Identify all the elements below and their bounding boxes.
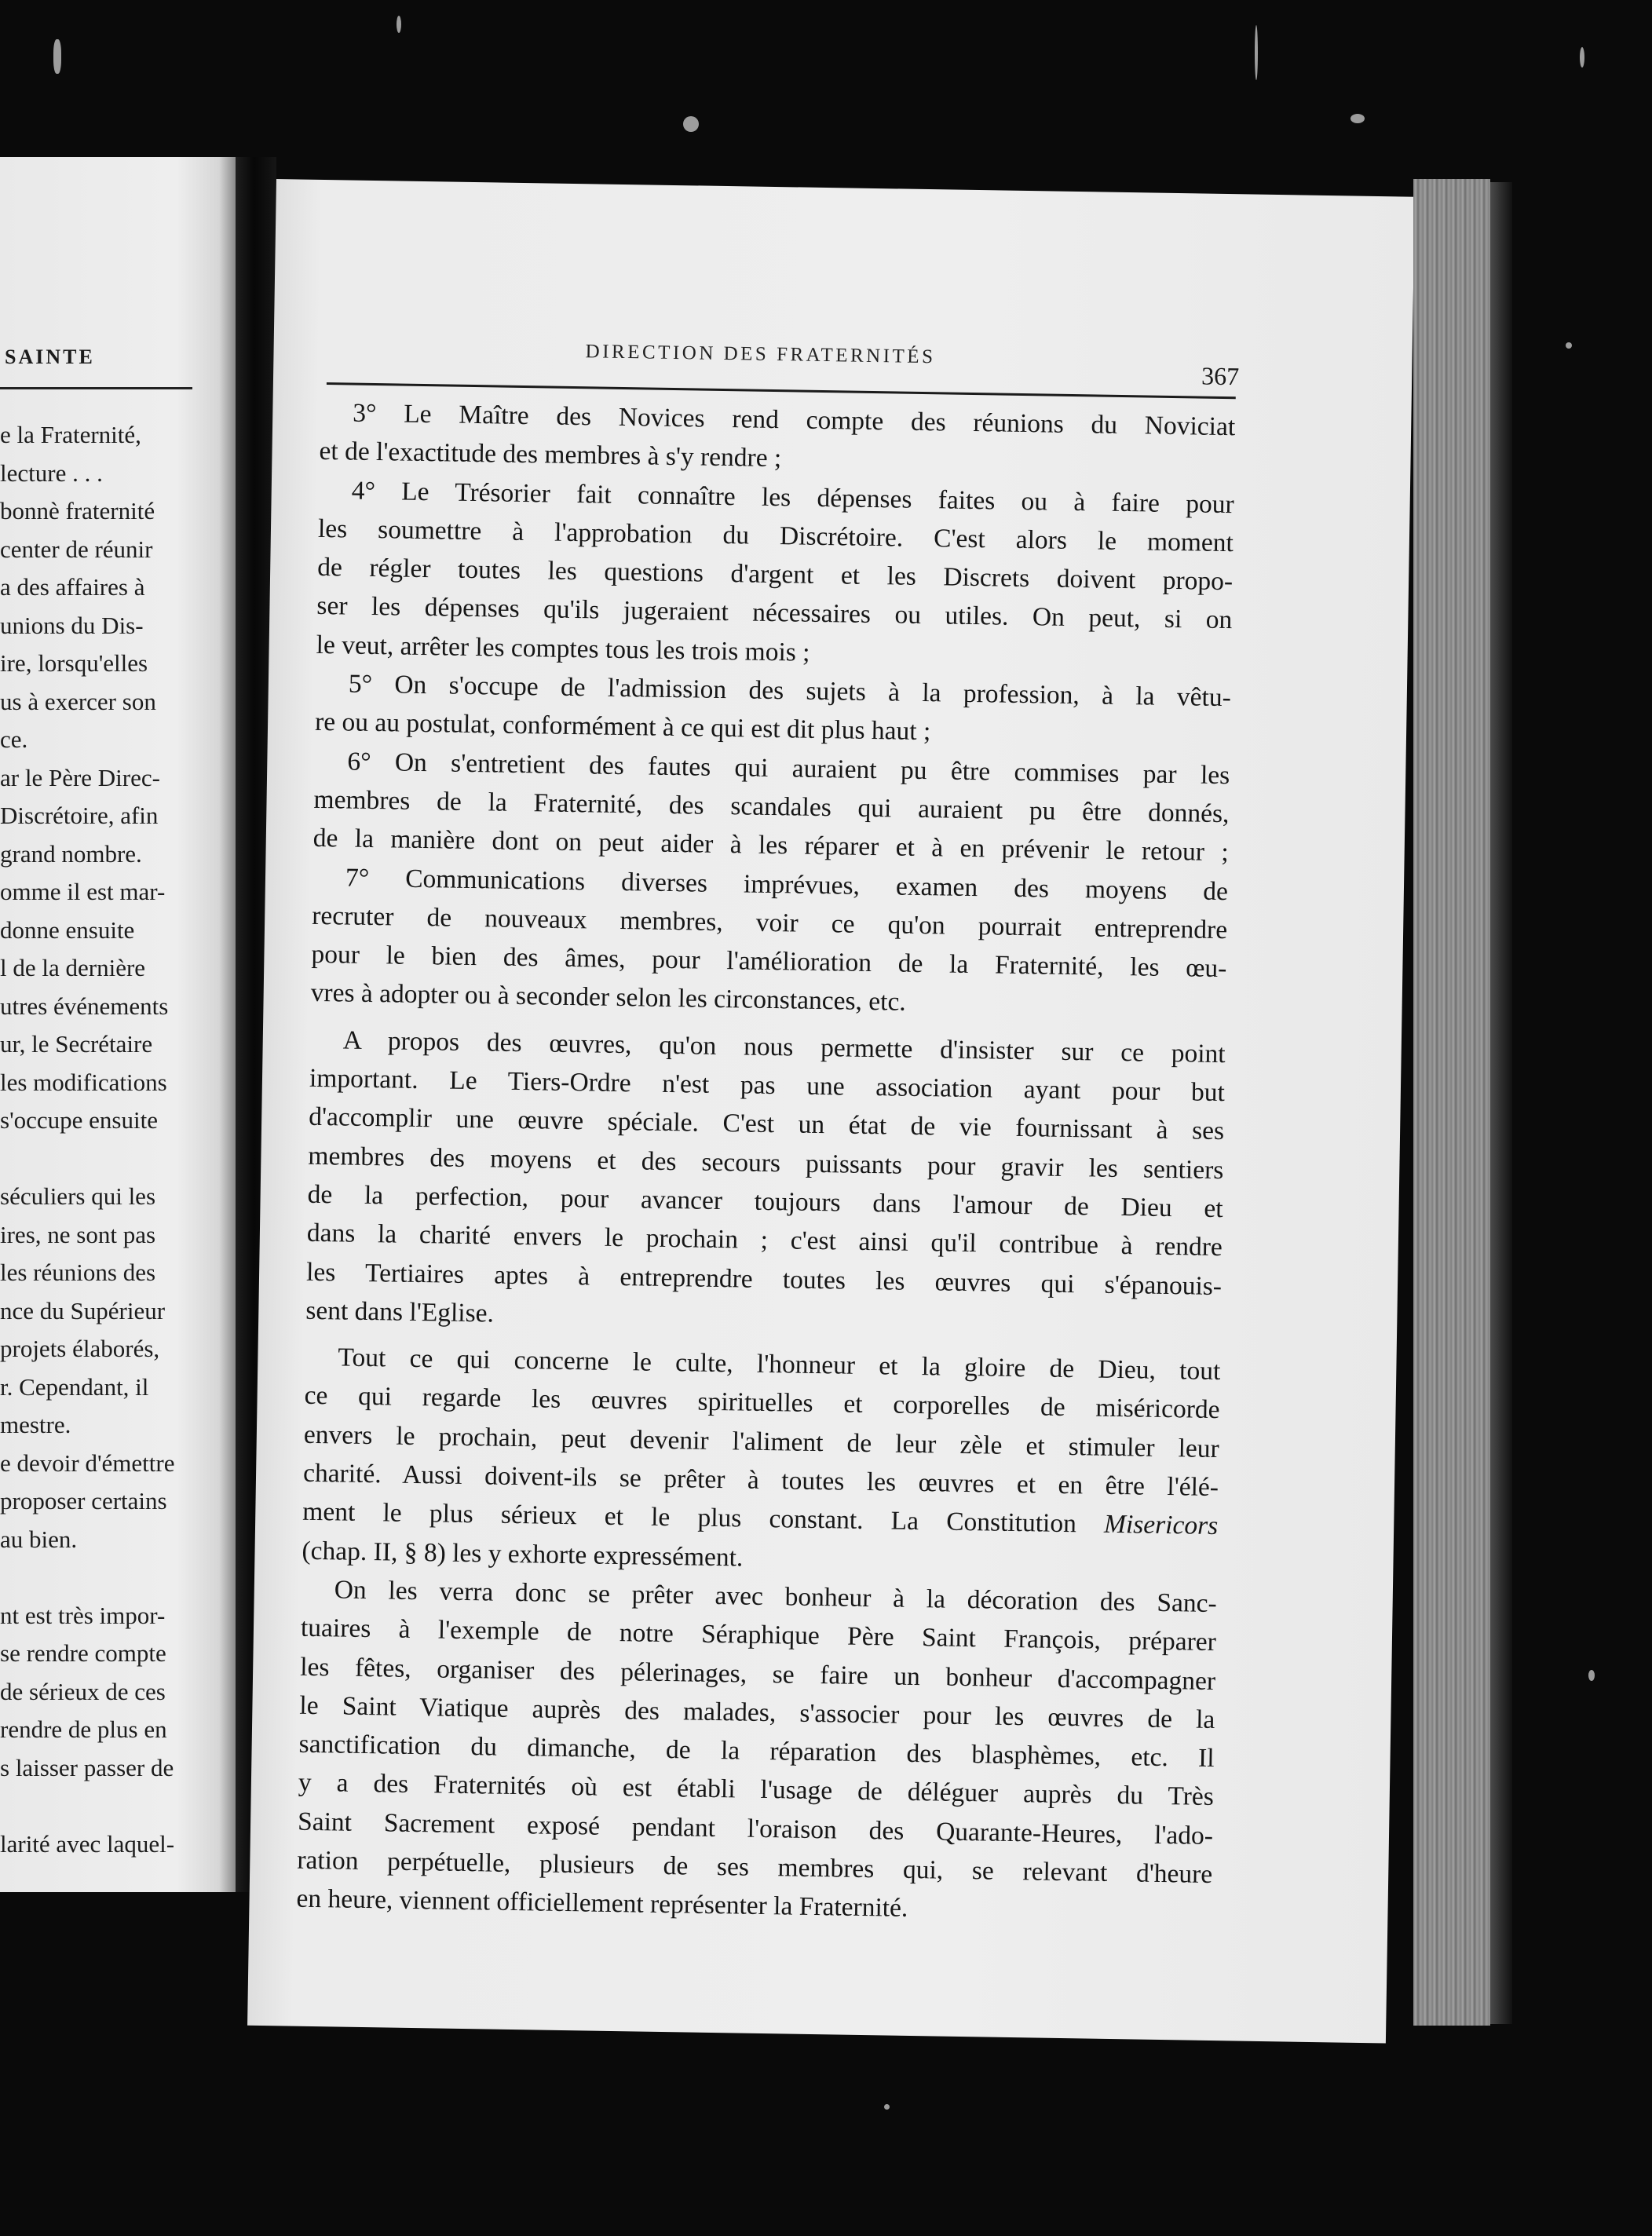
left-page-fragment: [0, 157, 236, 1892]
left-text-line: r. Cependant, il: [0, 1372, 149, 1401]
left-text-line: mestre.: [0, 1411, 71, 1438]
italic-title: Misericors: [1103, 1510, 1219, 1541]
left-text-line: les réunions des: [0, 1259, 156, 1286]
text-line: envers le prochain, peut devenir l'aliment de leur zèle et stimuler leur: [303, 1419, 1220, 1463]
text-line: recruter de nouveaux membres, voir ce qu'on pourrait entreprendre: [311, 901, 1228, 944]
left-text-line: ire, lorsqu'elles: [0, 649, 148, 677]
left-text-line: a des affaires à: [0, 573, 145, 601]
text-line: les soumettre à l'approbation du Discrétoire. C'est alors le moment: [317, 513, 1234, 558]
left-text-line: ar le Père Direc-: [0, 763, 160, 791]
text-line: ser les dépenses qu'ils jugeraient nécessaires ou utiles. On peut, si on: [316, 591, 1233, 635]
left-text-line: donne ensuite: [0, 915, 135, 944]
left-text-line: proposer certains: [0, 1487, 167, 1514]
text-line: en heure, viennent officiellement représenter la Fraternité.: [296, 1883, 908, 1924]
left-text-line: [0, 1787, 228, 1825]
text-line: 3° Le Maître des Novices rend compte des réunions du Noviciat: [353, 398, 1236, 442]
left-text-line: nt est très impor-: [0, 1601, 166, 1629]
left-text-line: rendre de plus en: [0, 1715, 167, 1743]
left-text-line: les modifications: [0, 1068, 167, 1096]
text-line: Saint Sacrement exposé pendant l'oraison des Quarante-Heures, l'ado-: [297, 1807, 1214, 1851]
text-line: d'accomplir une œuvre spéciale. C'est un état de vie fournissant à ses: [308, 1102, 1225, 1146]
left-text-line: nce du Supérieur: [0, 1296, 166, 1324]
left-text-line: grand nombre.: [0, 839, 142, 868]
text-line: important. Le Tiers-Ordre n'est pas une association ayant pour but: [309, 1063, 1226, 1108]
dust-speck: [683, 116, 699, 132]
left-text-line: bonnè fraternité: [0, 497, 155, 524]
dust-speck: [53, 39, 61, 74]
text-line: 6° On s'entretient des fautes qui auraient pu être commises par les: [347, 747, 1230, 790]
left-text-line: se rendre compte: [0, 1639, 166, 1667]
text-line: re ou au postulat, conformément à ce qui est dit plus haut ;: [314, 707, 931, 747]
dust-speck: [1255, 25, 1258, 80]
text-line: pour le bien des âmes, pour l'amélioration de la Fraternité, les œu-: [311, 939, 1227, 984]
text-line: (chap. II, § 8) les y exhorte expressément.: [302, 1536, 744, 1573]
left-text-line: unions du Dis-: [0, 611, 144, 639]
left-text-line: [0, 1140, 228, 1178]
text-line: et de l'exactitude des membres à s'y rendre ;: [319, 437, 782, 473]
text-line: membres des moyens et des secours puissants pour gravir les sentiers: [308, 1141, 1224, 1185]
text-line: dans la charité envers le prochain ; c'est ainsi qu'il contribue à rendre: [306, 1218, 1223, 1262]
text-line: On les verra donc se prêter avec bonheur à la décoration des Sanc-: [334, 1575, 1217, 1618]
left-running-head: SAINTE: [5, 345, 95, 368]
dust-speck: [1350, 114, 1365, 123]
text-line: sanctification du dimanche, de la réparation des blasphèmes, etc. Il: [298, 1729, 1215, 1774]
left-text-line: e devoir d'émettre: [0, 1449, 175, 1477]
text-line: A propos des œuvres, qu'on nous permette d'insister sur ce point: [342, 1025, 1226, 1069]
left-text-line: omme il est mar-: [0, 878, 166, 905]
text-line: tuaires à l'exemple de notre Séraphique Père Saint François, préparer: [300, 1613, 1217, 1657]
left-text-line: us à exercer son: [0, 687, 156, 715]
dust-speck: [884, 2104, 890, 2110]
left-text-line: au bien.: [0, 1525, 78, 1553]
left-text-line: center de réunir: [0, 535, 153, 563]
left-text-line: [0, 1558, 228, 1597]
running-head: DIRECTION DES FRATERNITÉS: [585, 341, 936, 368]
text-line: 5° On s'occupe de l'admission des sujets à la profession, à la vêtu-: [348, 669, 1232, 713]
page-number: 367: [1201, 361, 1240, 391]
left-text-line: s'occupe ensuite: [0, 1106, 158, 1134]
left-page-text: [0, 416, 228, 1863]
text-line: de la manière dont on peut aider à les réparer et à en prévenir le retour ;: [312, 824, 1229, 868]
text-line: y a des Fraternités où est établi l'usage de déléguer auprès du Très: [298, 1768, 1215, 1812]
left-text-line: ires, ne sont pas: [0, 1220, 156, 1248]
text-line: sent dans l'Eglise.: [305, 1295, 495, 1328]
text-line: ce qui regarde les œuvres spirituelles et corporelles de miséricorde: [304, 1381, 1220, 1425]
dust-speck: [1580, 47, 1584, 68]
left-text-line: l de la dernière: [0, 954, 146, 981]
text-line: le Saint Viatique auprès des malades, s'associer pour les œuvres de la: [299, 1690, 1215, 1734]
text-line: ration perpétuelle, plusieurs de ses membres qui, se relevant d'heure: [297, 1845, 1213, 1889]
text-line: les Tertiaires aptes à entreprendre toutes les œuvres qui s'épanouis-: [305, 1257, 1223, 1301]
text-line: de régler toutes les questions d'argent et les Discrets doivent propo-: [316, 553, 1234, 597]
text-span: ment le plus sérieux et le plus constant. La Constitution: [302, 1497, 1077, 1539]
book-edge-shadow: [1490, 182, 1512, 2024]
left-text-line: ur, le Secrétaire: [0, 1030, 153, 1058]
page-367: [247, 179, 1415, 2043]
left-text-line: Discrétoire, afin: [0, 802, 159, 829]
text-line: charité. Aussi doivent-ils se prêter à toutes les œuvres et en être l'élé-: [302, 1458, 1219, 1503]
text-line: membres de la Fraternité, des scandales qui auraient pu être donnés,: [313, 784, 1230, 829]
left-text-line: séculiers qui les: [0, 1182, 156, 1210]
left-text-line: projets élaborés,: [0, 1335, 160, 1362]
book-page-edges: [1413, 179, 1490, 2026]
left-text-line: e la Fraternité,: [0, 421, 141, 448]
left-text-line: utres événements: [0, 992, 169, 1020]
text-line: 4° Le Trésorier fait connaître les dépenses faites ou à faire pour: [351, 476, 1234, 519]
left-text-line: ce.: [0, 725, 28, 753]
text-line: le veut, arrêter les comptes tous les trois mois ;: [316, 630, 810, 667]
left-text-line: s laisser passer de: [0, 1753, 174, 1781]
left-head-rule: [0, 387, 192, 389]
text-line: 7° Communications diverses imprévues, examen des moyens de: [345, 863, 1229, 906]
text-line: Tout ce qui concerne le culte, l'honneur et la gloire de Dieu, tout: [338, 1343, 1221, 1387]
dust-speck: [397, 16, 401, 33]
dust-speck: [1588, 1670, 1595, 1681]
left-text-line: lecture . . .: [0, 459, 103, 487]
page-body: [296, 393, 1235, 1933]
left-text-line: de sérieux de ces: [0, 1677, 166, 1705]
text-line: de la perfection, pour avancer toujours dans l'amour de Dieu et: [307, 1179, 1223, 1224]
text-line: vres à adopter ou à seconder selon les circonstances, etc.: [310, 978, 907, 1018]
dust-speck: [1566, 342, 1572, 349]
left-text-line: larité avec laquel-: [0, 1829, 175, 1858]
text-line: les fêtes, organiser des pélerinages, se faire un bonheur d'accompagner: [299, 1652, 1216, 1696]
